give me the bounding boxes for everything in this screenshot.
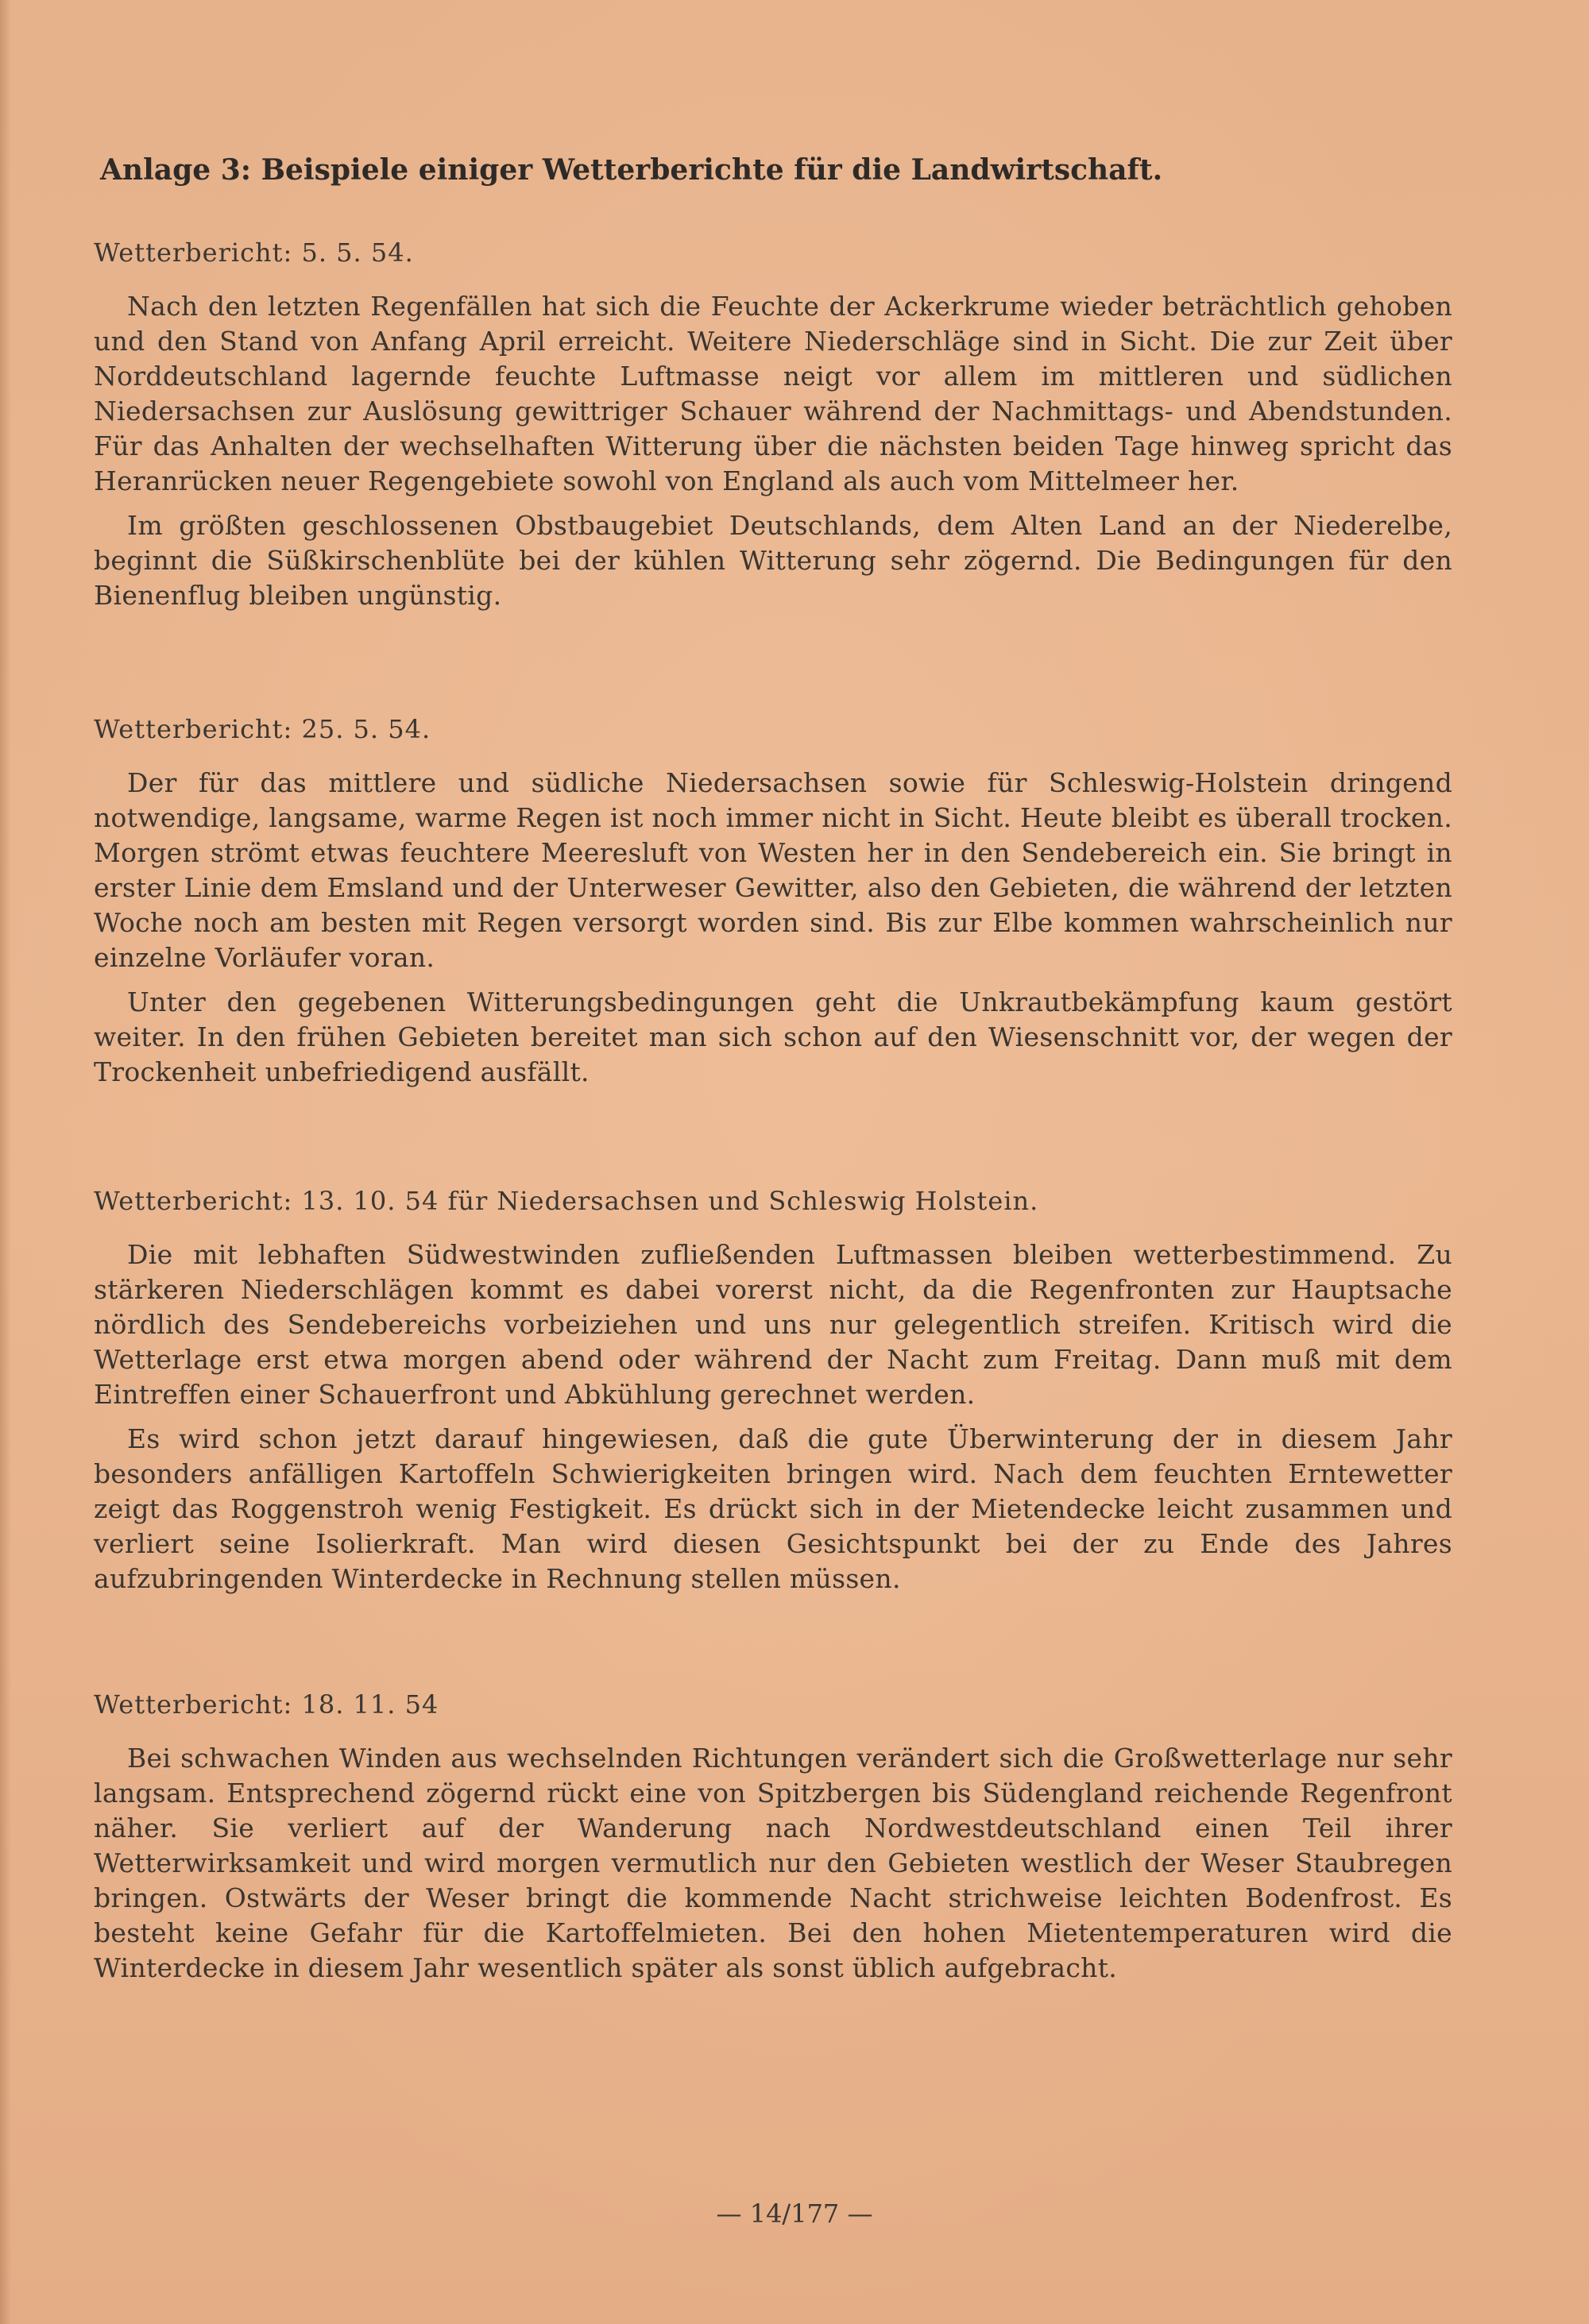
report-paragraph: Bei schwachen Winden aus wechselnden Richtungen verändert sich die Großwetterlage nur sehr langsam. Entsprechend zögernd rückt eine von Spitzbergen bis Südengland reichende Regenfront näher. Sie verliert auf der Wanderung nach Nordwestdeutschland einen Teil ihrer Wetterwirksamkeit und wird morgen vermutlich nur den Gebieten westlich der Weser Staubregen bringen. Ostwärts der Weser bringt die kommende Nacht strichweise leichten Bodenfrost. Es besteht keine Gefahr für die Kartoffelmieten. Bei den hohen Mietentemperaturen wird die Winterdecke in diesem Jahr wesentlich später als sonst üblich aufgebracht.	[94, 1743, 1452, 1983]
report-paragraph: Unter den gegebenen Witterungsbedingungen geht die Unkrautbekämpfung kaum gestört weiter. In den frühen Gebieten bereitet man sich schon auf den Wiesenschnitt vor, der wegen der Trockenheit unbefriedigend ausfällt.	[94, 986, 1452, 1087]
report-heading: Wetterbericht: 25. 5. 54.	[94, 714, 431, 744]
report-paragraph: Nach den letzten Regenfällen hat sich die Feuchte der Ackerkrume wieder beträchtlich gehoben und den Stand von Anfang April erreicht. Weitere Niederschläge sind in Sicht. Die zur Zeit über Norddeutschland lagernde feuchte Luftmasse neigt vor allem im mittleren und südlichen Niedersachsen zur Auslösung gewittriger Schauer während der Nachmittags- und Abendstunden. Für das Anhalten der wechselhaften Witterung über die nächsten beiden Tage hinweg spricht das Heranrücken neuer Regengebiete sowohl von England als auch vom Mittelmeer her.	[94, 291, 1452, 496]
report-section	[94, 1183, 1452, 1596]
report-section	[94, 235, 1452, 613]
report-section	[94, 712, 1452, 1090]
report-heading: Wetterbericht: 13. 10. 54 für Niedersachsen und Schleswig Holstein.	[94, 1186, 1039, 1216]
report-paragraph: Der für das mittlere und südliche Niedersachsen sowie für Schleswig-Holstein dringend notwendige, langsame, warme Regen ist noch immer nicht in Sicht. Heute bleibt es überall trocken. Morgen strömt etwas feuchtere Meeresluft von Westen her in den Sendebereich ein. Sie bringt in erster Linie dem Emsland und der Unterweser Gewitter, also den Gebieten, die während der letzten Woche noch am besten mit Regen versorgt worden sind. Bis zur Elbe kommen wahrscheinlich nur einzelne Vorläufer voran.	[94, 767, 1452, 973]
report-heading: Wetterbericht: 5. 5. 54.	[94, 237, 414, 268]
report-paragraph: Im größten geschlossenen Obstbaugebiet Deutschlands, dem Alten Land an der Niederelbe, beginnt die Süßkirschenblüte bei der kühlen Witterung sehr zögernd. Die Bedingungen für den Bienenflug bleiben ungünstig.	[94, 510, 1452, 611]
report-heading: Wetterbericht: 18. 11. 54	[94, 1689, 439, 1720]
page-number: — 14/177 —	[716, 2199, 873, 2229]
report-paragraph: Es wird schon jetzt darauf hingewiesen, daß die gute Überwinterung der in diesem Jahr besonders anfälligen Kartoffeln Schwierigkeiten bringen wird. Nach dem feuchten Erntewetter zeigt das Roggenstroh wenig Festigkeit. Es drückt sich in der Mietendecke leicht zusammen und verliert seine Isolierkraft. Man wird diesen Gesichtspunkt bei der zu Ende des Jahres aufzubringenden Winterdecke in Rechnung stellen müssen.	[94, 1423, 1452, 1594]
report-paragraph: Die mit lebhaften Südwestwinden zufließenden Luftmassen bleiben wetterbestimmend. Zu stärkeren Niederschlägen kommt es dabei vorerst nicht, da die Regenfronten zur Hauptsache nördlich des Sendebereichs vorbeiziehen und uns nur gelegentlich streifen. Kritisch wird die Wetterlage erst etwa morgen abend oder während der Nacht zum Freitag. Dann muß mit dem Eintreffen einer Schauerfront und Abkühlung gerechnet werden.	[94, 1239, 1452, 1410]
page-title: Anlage 3: Beispiele einiger Wetterberichte für die Landwirtschaft.	[100, 153, 1163, 187]
report-section	[94, 1687, 1452, 1986]
paper-edge	[0, 0, 11, 2324]
